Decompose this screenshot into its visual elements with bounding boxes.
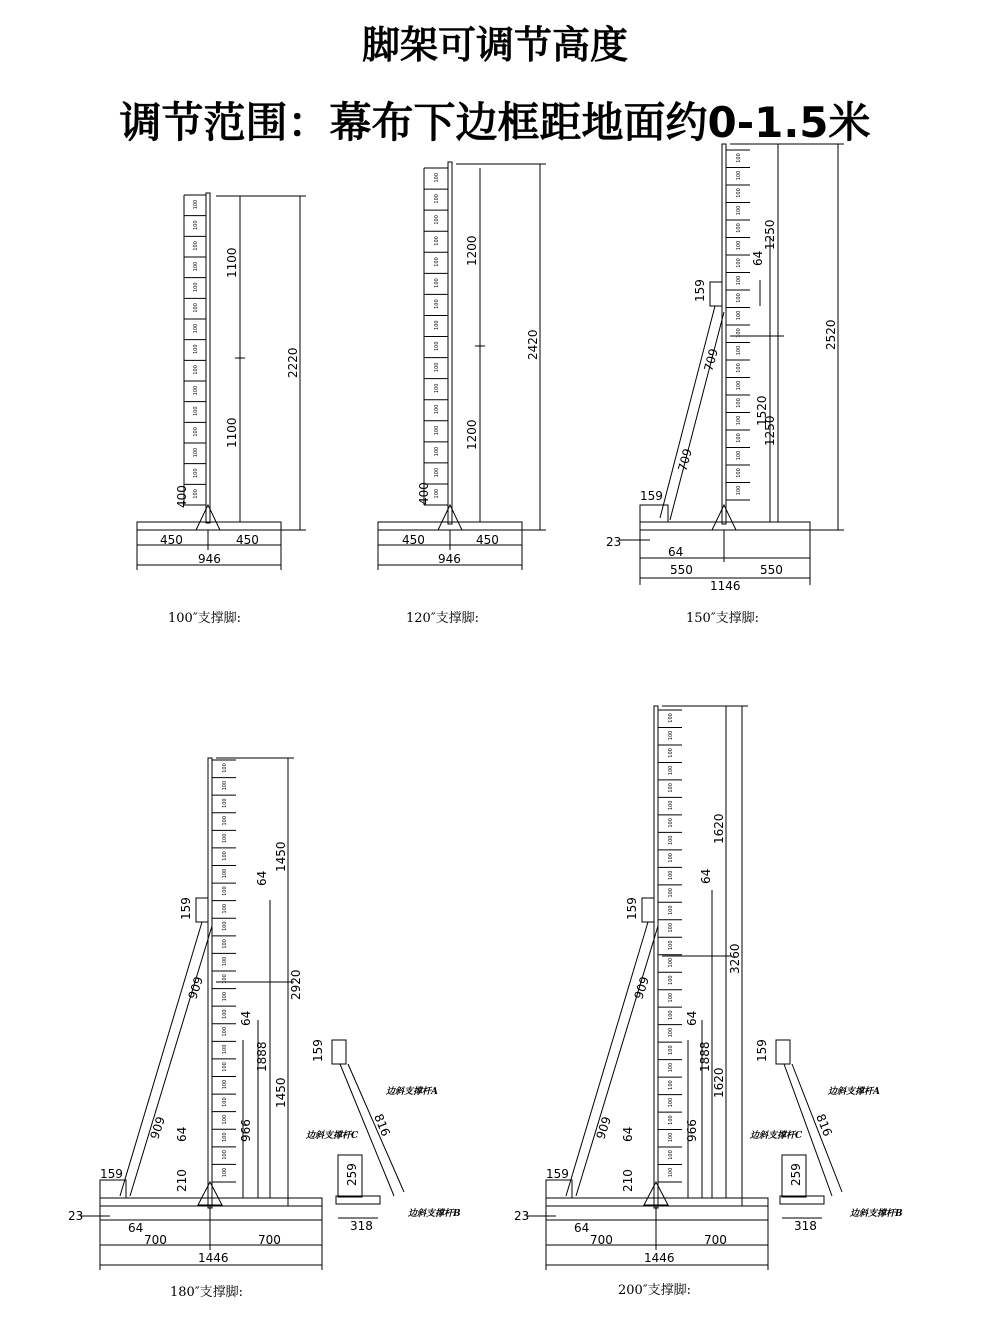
dim-210-200: 210 (621, 1169, 635, 1192)
mast-tick-label: 100 (668, 835, 674, 846)
page-subtitle: 调节范围：幕布下边框距地面约0-1.5米 (119, 98, 871, 147)
figure-120 (378, 162, 546, 626)
mast-tick-label: 100 (193, 385, 199, 396)
mast-tick-label: 100 (668, 1062, 674, 1073)
dim-width-150: 1146 (710, 579, 741, 593)
dim-brace-upper-200: 909 (631, 974, 652, 1001)
dim-159-bottom-200: 159 (546, 1167, 569, 1181)
mast-tick-label: 100 (434, 320, 440, 330)
mast-tick-label: 100 (193, 303, 199, 313)
dim-upper-200: 1620 (712, 813, 726, 844)
dim-right-120: 450 (476, 533, 499, 547)
figure-200 (514, 706, 768, 1298)
mast-tick-label: 100 (193, 427, 199, 437)
mast-tick-label: 100 (434, 341, 440, 352)
mast-tick-label: 100 (434, 215, 440, 225)
mast-tick-label: 100 (434, 172, 440, 183)
mast-tick-label: 100 (434, 299, 440, 309)
mast-tick-label: 100 (736, 485, 742, 496)
detail-159-200: 159 (755, 1039, 769, 1062)
dim-64c-180: 64 (175, 1126, 189, 1142)
mast-tick-label: 100 (434, 257, 440, 267)
mast-tick-label: 100 (736, 450, 742, 461)
mast-tick-label: 100 (193, 261, 199, 272)
dim-23-150: 23 (606, 535, 622, 549)
dim-left-180: 700 (144, 1233, 167, 1247)
detail-200 (750, 1039, 903, 1233)
dim-lower-180: 1450 (274, 1077, 288, 1108)
dim-1888-180: 1888 (255, 1041, 269, 1072)
brace-180 (120, 922, 212, 1196)
mast-tick-label: 100 (668, 1080, 674, 1090)
dim-left-100: 450 (160, 533, 183, 547)
dim-64-150: 64 (751, 250, 765, 266)
mast-tick-label: 100 (736, 468, 742, 478)
dim-brace-lower-200: 909 (593, 1114, 614, 1141)
detail-318-200: 318 (794, 1219, 817, 1233)
mast-tick-label: 100 (668, 957, 674, 968)
dim-right-180: 700 (258, 1233, 281, 1247)
mast-tick-label: 100 (434, 236, 440, 246)
mast-tick-label: 100 (222, 1026, 228, 1037)
mast-tick-label: 100 (668, 1115, 674, 1125)
mast-tick-label: 100 (736, 170, 742, 181)
mast-tick-label: 100 (668, 870, 674, 881)
detail-259-180: 259 (345, 1163, 359, 1186)
mast-tick-label: 100 (668, 992, 674, 1003)
mast-tick-label: 100 (736, 345, 742, 356)
ticks-200 (658, 710, 682, 1182)
detail-159-180: 159 (311, 1039, 325, 1062)
mast-tick-label: 100 (193, 447, 199, 458)
dim-23-200: 23 (514, 1209, 530, 1223)
mast-tick-label: 100 (736, 433, 742, 443)
dim-base-120: 400 (417, 482, 431, 505)
label-brace-b-200: 边斜支撑杆B (850, 1209, 903, 1219)
base-tripod-180 (198, 1182, 222, 1205)
caption-100: 100″支撑脚: (168, 611, 242, 626)
detail-180 (306, 1039, 461, 1233)
mast-tick-label: 100 (736, 380, 742, 391)
mast-tick-label: 100 (222, 1097, 228, 1107)
dim-159-top-200: 159 (625, 897, 639, 920)
mast-tick-label: 100 (193, 220, 199, 230)
mast-tick-label: 100 (668, 888, 674, 898)
mast-tick-label: 100 (193, 489, 199, 499)
dim-brace-upper-150: 709 (701, 347, 721, 373)
mast-tick-label: 100 (736, 223, 742, 233)
dim-64c-200: 64 (621, 1126, 635, 1142)
dim-brace-lower-150: 709 (675, 447, 695, 473)
mast-tick-label: 100 (668, 730, 674, 741)
mast-tick-label: 100 (736, 240, 742, 251)
dim-total-200: 3260 (728, 943, 742, 974)
detail-816-200: 816 (813, 1111, 835, 1139)
mast-tick-label: 100 (434, 488, 440, 499)
ticks-100 (184, 195, 206, 505)
dim-159-top-180: 159 (179, 897, 193, 920)
mast-tick-label: 100 (222, 1079, 228, 1090)
mast-tick-label: 100 (434, 467, 440, 478)
mast-tick-label: 100 (736, 415, 742, 426)
mast-tick-label: 100 (668, 1010, 674, 1020)
mast-tick-label: 100 (193, 344, 199, 354)
base-tripod-100 (196, 505, 220, 530)
mast-tick-label: 100 (222, 903, 228, 914)
dim-total-100: 2220 (286, 347, 300, 378)
mast-150 (722, 144, 726, 524)
ticks-180 (212, 760, 236, 1182)
dim-right-150: 550 (760, 563, 783, 577)
mast-tick-label: 100 (434, 362, 440, 373)
mast-tick-label: 100 (736, 310, 742, 321)
label-brace-c-200: 边斜支撑杆C (750, 1131, 803, 1141)
caption-150: 150″支撑脚: (686, 611, 760, 626)
dim-upper-120: 1200 (465, 235, 479, 266)
label-brace-a-180: 边斜支撑杆A (386, 1087, 438, 1097)
dim-brace-upper-180: 909 (185, 974, 206, 1001)
mast-tick-label: 100 (434, 446, 440, 457)
mast-120 (448, 162, 452, 524)
mast-tick-label: 100 (222, 939, 228, 949)
mast-tick-label: 100 (668, 748, 674, 758)
mast-tick-label: 100 (193, 199, 199, 210)
base-tripod-150 (712, 505, 736, 530)
dim-upper-150: 1250 (763, 219, 777, 250)
label-brace-b-180: 边斜支撑杆B (408, 1209, 461, 1219)
ticks-120 (424, 168, 448, 505)
bracket-bottom-150 (640, 505, 668, 522)
base-tripod-200 (644, 1182, 668, 1205)
mast-tick-label: 100 (222, 921, 228, 932)
mast-tick-label: 100 (668, 1097, 674, 1108)
dim-left-200: 700 (590, 1233, 613, 1247)
figure-100 (137, 193, 306, 626)
dim-left-120: 450 (402, 533, 425, 547)
mast-tick-label: 100 (736, 258, 742, 268)
mast-tick-label: 100 (668, 1150, 674, 1160)
detail-bracket-top-200 (776, 1040, 790, 1064)
mast-tick-label: 100 (668, 905, 674, 916)
mast-tick-label: 100 (222, 1150, 228, 1160)
detail-816-180: 816 (371, 1111, 393, 1139)
dim-total-180: 2920 (289, 969, 303, 1000)
bracket-top-150 (710, 282, 722, 306)
detail-259-200: 259 (789, 1163, 803, 1186)
dim-left-150: 550 (670, 563, 693, 577)
mast-tick-label: 100 (668, 922, 674, 933)
brace-200 (566, 922, 658, 1196)
mast-tick-label: 100 (222, 815, 228, 826)
mast-tick-label: 100 (668, 1045, 674, 1055)
mast-tick-label: 100 (736, 205, 742, 216)
dim-159-bottom-180: 159 (100, 1167, 123, 1181)
base-plate-120 (378, 522, 522, 530)
mast-tick-label: 100 (736, 293, 742, 303)
figure-150 (606, 144, 844, 626)
mast-tick-label: 100 (668, 975, 674, 985)
ticks-150 (726, 150, 750, 500)
mast-tick-label: 100 (736, 398, 742, 408)
mast-tick-label: 100 (193, 323, 199, 334)
dim-brace-lower-180: 909 (147, 1114, 168, 1141)
dim-width-200: 1446 (644, 1251, 675, 1265)
mast-180 (208, 758, 212, 1208)
bracket-top-200 (642, 898, 654, 922)
mast-200 (654, 706, 658, 1208)
dim-lower-120: 1200 (465, 419, 479, 450)
caption-180: 180″支撑脚: (170, 1285, 244, 1300)
mast-tick-label: 100 (434, 194, 440, 204)
dim-width-120: 946 (438, 552, 461, 566)
mast-tick-label: 100 (668, 853, 674, 863)
mast-tick-label: 100 (434, 278, 440, 288)
dim-upper-180: 1450 (274, 841, 288, 872)
mast-tick-label: 100 (222, 868, 228, 879)
dim-lower-100: 1100 (225, 417, 239, 448)
dim-total-120: 2420 (526, 329, 540, 360)
dim-159-bottom-150: 159 (640, 489, 663, 503)
mast-tick-label: 100 (668, 1167, 674, 1178)
base-tripod-120 (438, 505, 462, 530)
mast-tick-label: 100 (193, 468, 199, 478)
mast-tick-label: 100 (193, 406, 199, 416)
dim-64a-200: 64 (699, 868, 713, 884)
detail-bracket-top-180 (332, 1040, 346, 1064)
mast-tick-label: 100 (222, 991, 228, 1002)
figure-180 (68, 758, 322, 1300)
mast-tick-label: 100 (668, 818, 674, 828)
mast-tick-label: 100 (668, 800, 674, 811)
mast-tick-label: 100 (736, 153, 742, 163)
dim-base-100: 400 (175, 485, 189, 508)
mast-tick-label: 100 (222, 798, 228, 808)
label-brace-c-180: 边斜支撑杆C (306, 1131, 359, 1141)
mast-tick-label: 100 (222, 833, 228, 844)
detail-318-180: 318 (350, 1219, 373, 1233)
dim-1888-200: 1888 (698, 1041, 712, 1072)
mast-tick-label: 100 (736, 363, 742, 373)
mast-100 (206, 193, 210, 523)
dim-210-180: 210 (175, 1169, 189, 1192)
dim-right-100: 450 (236, 533, 259, 547)
dim-159-top-150: 159 (693, 279, 707, 302)
dim-lower-150: 1250 (763, 415, 777, 446)
base-plate-150 (640, 522, 810, 530)
mast-tick-label: 100 (736, 188, 742, 198)
mast-tick-label: 100 (668, 765, 674, 776)
mast-tick-label: 100 (222, 1009, 228, 1019)
dim-right-200: 700 (704, 1233, 727, 1247)
dim-mid-150: 1520 (755, 395, 769, 426)
mast-tick-label: 100 (222, 763, 228, 773)
caption-120: 120″支撑脚: (406, 611, 480, 626)
mast-tick-label: 100 (434, 404, 440, 415)
dim-23-180: 23 (68, 1209, 84, 1223)
dim-64b-200: 64 (685, 1010, 699, 1026)
dim-966-200: 966 (685, 1119, 699, 1142)
mast-tick-label: 100 (222, 780, 228, 791)
dim-64-bottom-150: 64 (668, 545, 684, 559)
mast-tick-label: 100 (222, 851, 228, 861)
mast-tick-label: 100 (193, 365, 199, 375)
bracket-top-180 (196, 898, 208, 922)
dim-64a-180: 64 (255, 870, 269, 886)
dim-upper-100: 1100 (225, 247, 239, 278)
mast-tick-label: 100 (736, 328, 742, 338)
dim-966-180: 966 (239, 1119, 253, 1142)
mast-tick-label: 100 (736, 275, 742, 286)
dim-width-180: 1446 (198, 1251, 229, 1265)
mast-tick-label: 100 (434, 383, 440, 394)
mast-tick-label: 100 (222, 1114, 228, 1125)
mast-tick-label: 100 (222, 1044, 228, 1055)
mast-tick-label: 100 (222, 1062, 228, 1072)
mast-tick-label: 100 (668, 1027, 674, 1038)
mast-tick-label: 100 (668, 783, 674, 793)
page-title: 脚架可调节高度 (361, 23, 628, 67)
mast-tick-label: 100 (668, 1132, 674, 1143)
brace-150 (660, 306, 724, 520)
dim-total-150: 2520 (824, 319, 838, 350)
dim-width-100: 946 (198, 552, 221, 566)
mast-tick-label: 100 (668, 713, 674, 723)
mast-tick-label: 100 (193, 282, 199, 292)
dim-lower-200: 1620 (712, 1067, 726, 1098)
mast-tick-label: 100 (222, 956, 228, 967)
dim-64-bottom-180: 64 (128, 1221, 144, 1235)
mast-tick-label: 100 (222, 974, 228, 984)
dim-64-bottom-200: 64 (574, 1221, 590, 1235)
mast-tick-label: 100 (222, 1167, 228, 1178)
mast-tick-label: 100 (193, 241, 199, 251)
label-brace-a-200: 边斜支撑杆A (828, 1087, 880, 1097)
mast-tick-label: 100 (222, 886, 228, 896)
mast-tick-label: 100 (668, 940, 674, 950)
mast-tick-label: 100 (222, 1132, 228, 1143)
dim-64b-180: 64 (239, 1010, 253, 1026)
caption-200: 200″支撑脚: (618, 1283, 692, 1298)
mast-tick-label: 100 (434, 425, 440, 436)
